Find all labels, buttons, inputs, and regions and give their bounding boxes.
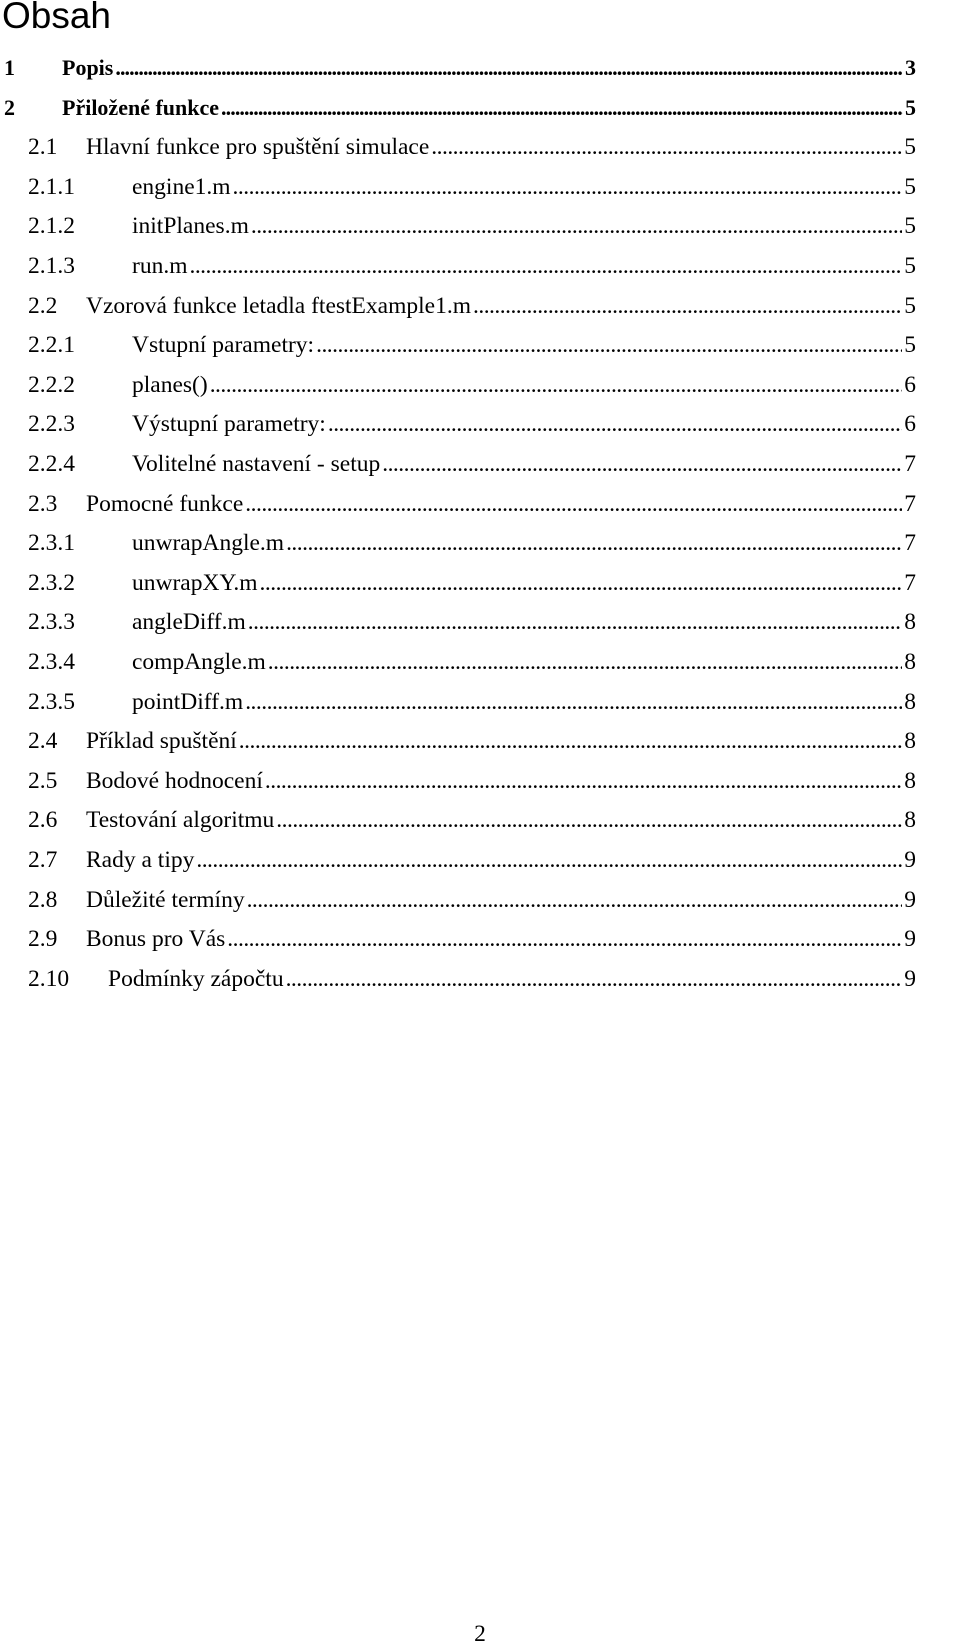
toc-entry-number: 2.3 [28,490,58,517]
toc-entry-number: 2.6 [28,807,58,834]
toc-entry[interactable] [28,448,916,480]
toc-entry-title: Bonus pro Vás [86,926,226,953]
toc-entry[interactable] [4,92,916,124]
toc-dot-leader [239,725,902,757]
toc-entry-page: 9 [904,886,916,913]
toc-dot-leader [196,844,902,876]
toc-entry[interactable] [28,567,916,599]
toc-entry-title: Rady a tipy [86,847,195,873]
toc-entry[interactable] [28,250,916,282]
toc-entry-page: 5 [904,173,916,200]
toc-entry[interactable] [4,52,916,84]
toc-entry-title: Přiložené funkce [62,94,220,120]
toc-entry-number: 2.1 [28,134,58,161]
toc-entry[interactable] [28,765,916,797]
toc-entry-page: 5 [905,94,916,120]
toc-entry-title: Příklad spuštění [86,728,237,755]
toc-dot-leader [316,329,902,361]
toc-dot-leader [431,131,902,163]
toc-entry-title: Podmínky zápočtu [108,965,284,992]
toc-dot-leader [251,210,902,242]
toc-dot-leader [233,171,903,203]
toc-entry-number: 2.2.4 [28,451,75,477]
toc-entry[interactable] [28,408,916,440]
toc-dot-leader [245,686,902,718]
page-number: 2 [474,1621,486,1647]
toc-entry-number: 2.3.5 [28,688,75,715]
toc-entry-page: 8 [904,767,916,794]
toc-entry-number: 2.2.2 [28,371,75,398]
toc-entry-title: Volitelné nastavení - setup [132,451,381,477]
toc-entry[interactable] [28,686,916,718]
toc-entry-title: initPlanes.m [132,213,249,240]
toc-entry[interactable] [28,131,916,163]
toc-entry-number: 2.3.1 [28,530,75,557]
toc-entry[interactable] [28,923,916,955]
page-title: Obsah [2,0,112,36]
toc-entry[interactable] [28,290,916,322]
toc-entry-number: 2.9 [28,926,58,953]
toc-entry-page: 8 [904,609,916,636]
toc-entry-number: 1 [4,55,15,80]
toc-entry-number: 2.2 [28,292,58,319]
toc-entry[interactable] [28,725,916,757]
toc-entry-number: 2.1.1 [28,173,75,200]
toc-entry-page: 9 [904,926,916,953]
toc-dot-leader [265,765,902,797]
toc-dot-leader [115,52,903,84]
toc-entry-page: 5 [904,253,916,279]
toc-entry-title: Hlavní funkce pro spuštění simulace [86,134,430,161]
toc-entry[interactable] [28,527,916,559]
toc-entry-page: 3 [905,55,916,80]
toc-entry-title: Bodové hodnocení [86,767,263,794]
toc-entry-page: 5 [904,332,916,359]
toc-entry-page: 7 [904,530,916,557]
toc-entry-number: 2.3.3 [28,609,75,636]
toc-entry-page: 9 [904,965,916,992]
toc-entry-number: 2.2.1 [28,332,75,359]
toc-entry-title: unwrapAngle.m [132,530,285,557]
toc-entry-page: 9 [904,847,916,873]
toc-entry[interactable] [28,171,916,203]
toc-entry-title: Důležité termíny [86,886,245,913]
toc-entry-number: 2.1.2 [28,213,75,240]
toc-entry-number: 2.1.3 [28,253,75,279]
toc-dot-leader [221,92,903,124]
toc-dot-leader [248,606,902,638]
toc-entry-title: Výstupní parametry: [132,411,326,438]
toc-entry-page: 8 [904,649,916,675]
toc-entry[interactable] [28,963,916,995]
toc-dot-leader [189,250,902,282]
toc-entry-number: 2.8 [28,886,58,913]
toc-entry-page: 7 [904,451,916,477]
toc-entry-title: Testování algoritmu [86,807,275,834]
toc-dot-leader [382,448,902,480]
toc-entry-title: unwrapXY.m [132,569,258,596]
toc-dot-leader [227,923,902,955]
toc-entry-number: 2.4 [28,728,58,755]
toc-dot-leader [268,646,902,678]
toc-dot-leader [286,527,902,559]
toc-entry[interactable] [28,844,916,876]
toc-entry[interactable] [28,210,916,242]
toc-dot-leader [473,290,902,322]
toc-entry-number: 2.5 [28,767,58,794]
toc-entry-page: 5 [904,213,916,240]
toc-entry-page: 7 [904,569,916,596]
toc-entry-page: 5 [904,292,916,319]
toc-entry[interactable] [28,329,916,361]
toc-dot-leader [328,408,902,440]
toc-entry-number: 2 [4,94,15,120]
toc-entry[interactable] [28,369,916,401]
toc-entry-title: angleDiff.m [132,609,246,636]
toc-entry[interactable] [28,884,916,916]
toc-entry[interactable] [28,488,916,520]
toc-entry-title: run.m [132,253,188,279]
toc-entry-title: planes() [132,371,208,398]
toc-entry-page: 6 [904,371,916,398]
toc-entry-title: compAngle.m [132,649,266,675]
toc-dot-leader [210,369,903,401]
toc-entry-title: pointDiff.m [132,688,244,715]
toc-dot-leader [245,488,902,520]
toc-dot-leader [276,804,902,836]
toc-entry-title: engine1.m [132,173,231,200]
toc-entry-page: 8 [904,807,916,834]
toc-entry-page: 5 [904,134,916,161]
toc-entry-title: Vzorová funkce letadla ftestExample1.m [86,292,471,319]
toc-entry[interactable] [28,804,916,836]
toc-entry[interactable] [28,646,916,678]
toc-entry-title: Pomocné funkce [86,490,244,517]
toc-entry-page: 7 [904,490,916,517]
toc-entry-number: 2.2.3 [28,411,75,438]
toc-entry-page: 8 [904,728,916,755]
toc-entry-number: 2.7 [28,847,58,873]
toc-entry-number: 2.3.2 [28,569,75,596]
toc-entry-title: Popis [62,55,114,80]
toc-entry-number: 2.3.4 [28,649,75,675]
toc-entry-page: 6 [904,411,916,438]
toc-entry-title: Vstupní parametry: [132,332,315,359]
toc-entry[interactable] [28,606,916,638]
toc-dot-leader [286,963,903,995]
toc-entry-page: 8 [904,688,916,715]
toc-dot-leader [260,567,903,599]
toc-entry-number: 2.10 [28,965,70,992]
toc-dot-leader [247,884,903,916]
